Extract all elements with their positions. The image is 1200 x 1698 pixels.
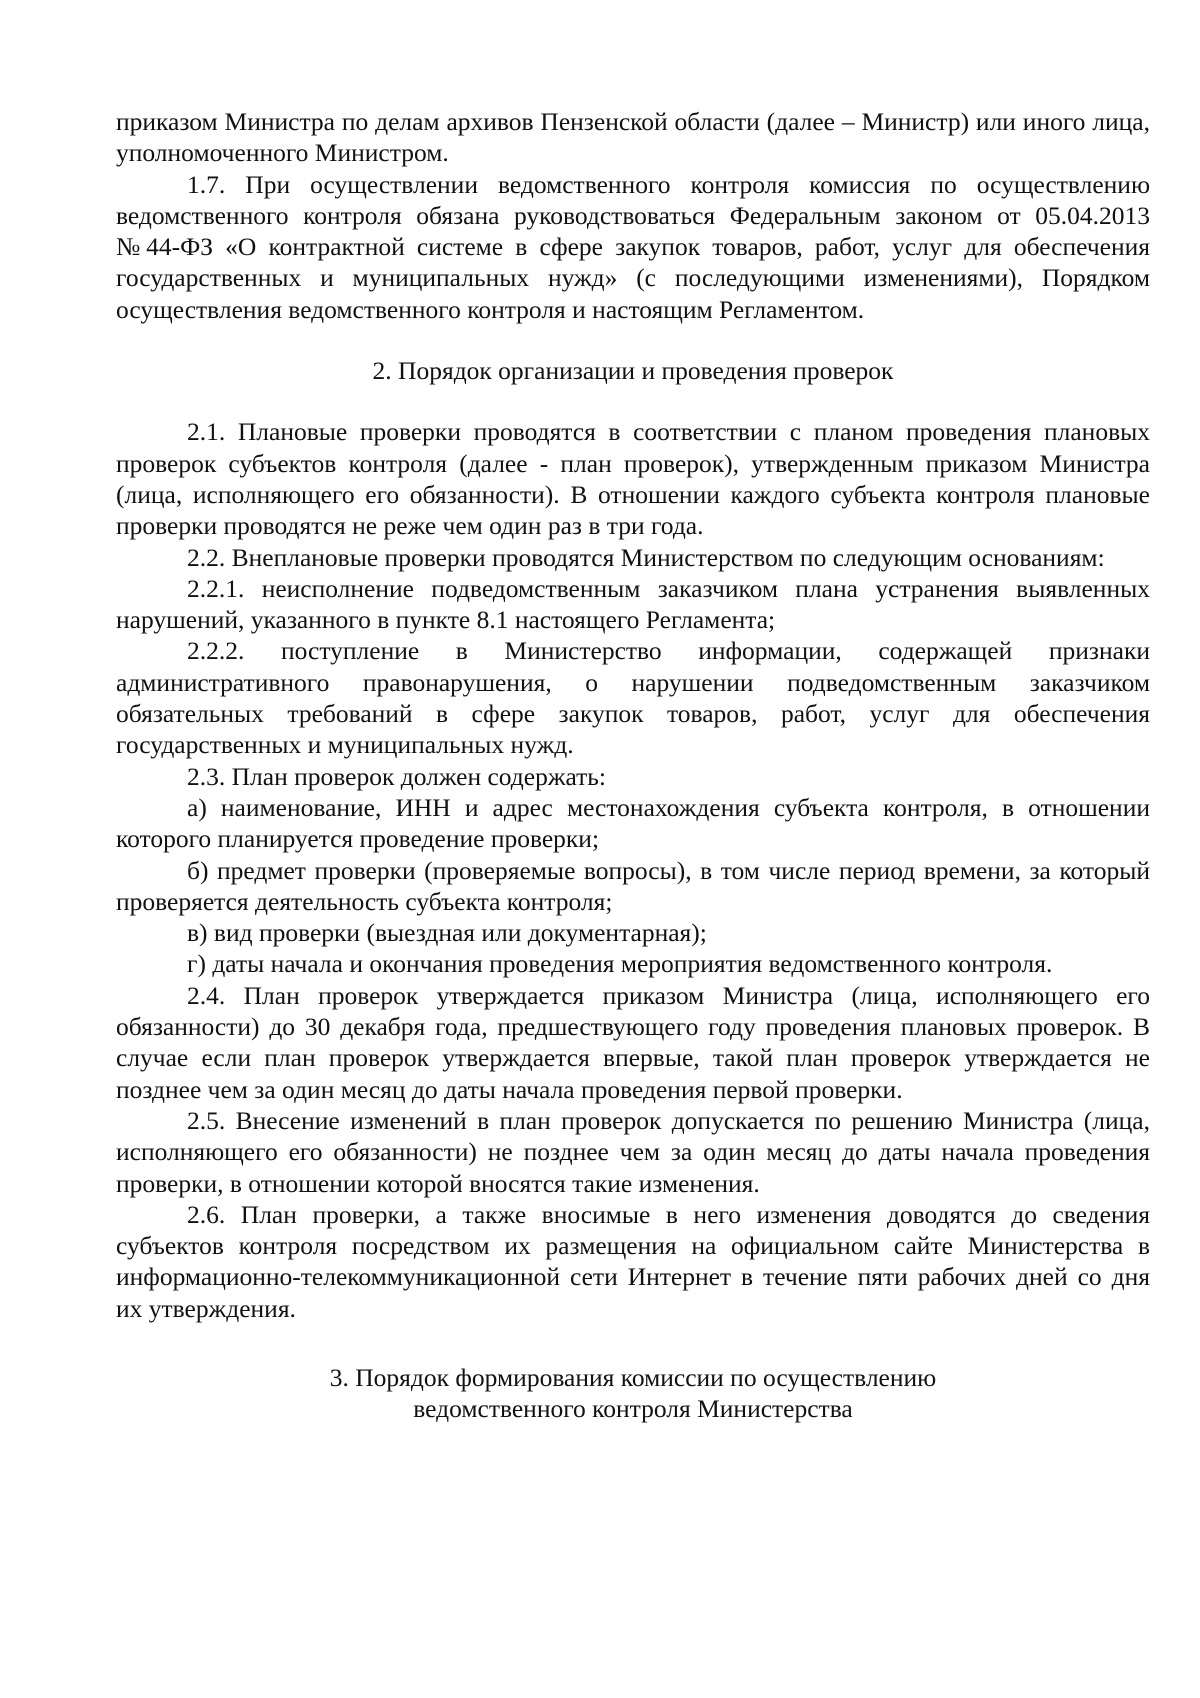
section-2-heading: 2. Порядок организации и проведения проверок	[372, 356, 894, 386]
paragraph-2-2: 2.2. Внеплановые проверки проводятся Министерством по следующим основаниям:	[187, 542, 1105, 572]
list-item-v: в) вид проверки (выездная или документарная);	[187, 918, 707, 948]
document-page	[116, 106, 1150, 1425]
list-item-b: б) предмет проверки (проверяемые вопросы), в том числе период времени, за который проверяется деятельность субъекта контроля;	[116, 855, 1150, 916]
paragraph-2-3: 2.3. План проверок должен содержать:	[187, 761, 606, 791]
section-3-heading-line1: 3. Порядок формирования комиссии по осуществлению	[329, 1362, 937, 1392]
paragraph-2-5: 2.5. Внесение изменений в план проверок допускается по решению Министра (лица, исполняющего его обязанности) не позднее чем за один месяц до даты начала проведения проверки, в отношении которой вносятся такие изменения.	[116, 1105, 1150, 1198]
section-3-heading-line2: ведомственного контроля Министерства	[413, 1394, 853, 1424]
paragraph-2-2-2: 2.2.2. поступление в Министерство информации, содержащей признаки административного правонарушения, о нарушении подведомственным заказчиком обязательных требований в сфере закупок товаров, работ, услуг для обеспечения государственных и муниципальных нужд.	[116, 636, 1150, 760]
paragraph-2-1: 2.1. Плановые проверки проводятся в соответствии с планом проведения плановых проверок субъектов контроля (далее - план проверок), утвержденным приказом Министра (лица, исполняющего его обязанности). В отношении каждого субъекта контроля плановые проверки проводятся не реже чем один раз в три года.	[116, 417, 1150, 541]
paragraph-2-6: 2.6. План проверки, а также вносимые в него изменения доводятся до сведения субъектов контроля посредством их размещения на официальном сайте Министерства в информационно-телекоммуникационной сети Интернет в течение пяти рабочих дней со дня их утверждения.	[116, 1199, 1150, 1323]
paragraph-2-4: 2.4. План проверок утверждается приказом Министра (лица, исполняющего его обязанности) до 30 декабря года, предшествующего году проведения плановых проверок. В случае если план проверок утверждается впервые, такой план проверок утверждается не позднее чем за один месяц до даты начала проведения первой проверки.	[116, 980, 1150, 1104]
paragraph-1-7: 1.7. При осуществлении ведомственного контроля комиссия по осуществлению ведомственного контроля обязана руководствоваться Федеральным законом от 05.04.2013 №44-ФЗ «О контрактной системе в сфере закупок товаров, работ, услуг для обеспечения государственных и муниципальных нужд» (с последующими изменениями), Порядком осуществления ведомственного контроля и настоящим Регламентом.	[116, 169, 1150, 324]
paragraph-continuation: приказом Министра по делам архивов Пензенской области (далее – Министр) или иного лица, уполномоченного Министром.	[116, 107, 1150, 168]
list-item-a: а) наименование, ИНН и адрес местонахождения субъекта контроля, в отношении которого планируется проведение проверки;	[116, 792, 1150, 854]
paragraph-2-2-1: 2.2.1. неисполнение подведомственным заказчиком плана устранения выявленных нарушений, указанного в пункте 8.1 настоящего Регламента;	[116, 573, 1150, 635]
list-item-g: г) даты начала и окончания проведения мероприятия ведомственного контроля.	[187, 949, 1053, 979]
